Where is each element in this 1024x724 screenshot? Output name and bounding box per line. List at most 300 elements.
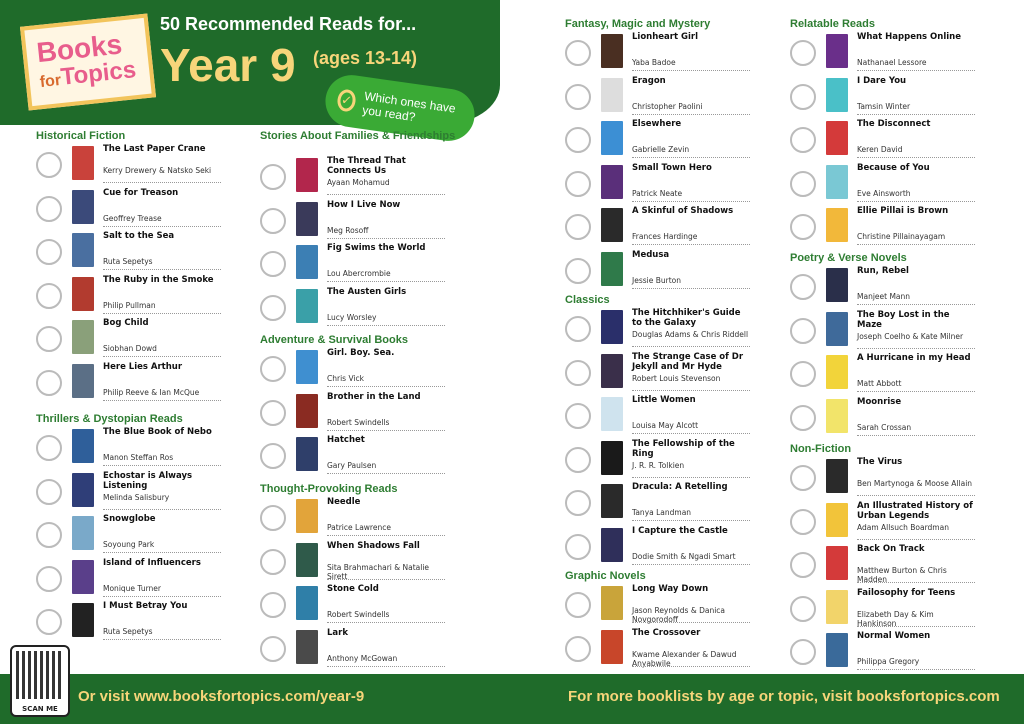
read-checkbox[interactable] — [790, 552, 816, 578]
book-author: Robert Louis Stevenson — [632, 373, 721, 383]
divider — [857, 244, 975, 245]
book-cover — [601, 484, 623, 518]
book-item — [790, 206, 975, 248]
section-heading: Graphic Novels — [565, 570, 646, 582]
book-cover — [826, 546, 848, 580]
book-item — [260, 200, 445, 242]
read-checkbox[interactable] — [790, 171, 816, 197]
book-title: An Illustrated History of Urban Legends — [857, 500, 973, 521]
book-item — [790, 163, 975, 205]
book-author: Gary Paulsen — [327, 461, 377, 470]
read-checkbox[interactable] — [36, 609, 62, 635]
book-author: Sarah Crossan — [857, 422, 912, 432]
book-cover — [601, 165, 623, 199]
book-cover — [72, 233, 94, 267]
book-item — [565, 395, 750, 437]
book-title: Bog Child — [103, 318, 149, 328]
read-checkbox[interactable] — [790, 40, 816, 66]
book-cover — [296, 350, 318, 384]
book-cover — [296, 245, 318, 279]
book-item — [36, 362, 221, 404]
section-heading: Historical Fiction — [36, 130, 126, 142]
book-author: Matthew Burton & Chris Madden — [857, 566, 947, 584]
read-checkbox[interactable] — [260, 295, 286, 321]
book-author: Tanya Landman — [632, 508, 692, 517]
divider — [632, 622, 750, 623]
divider — [857, 391, 975, 392]
age-range: (ages 13-14) — [313, 48, 418, 68]
book-author: Monique Turner — [103, 583, 162, 593]
book-author: J. R. R. Tolkien — [632, 460, 685, 470]
read-checkbox[interactable] — [565, 636, 591, 662]
book-author: Philippa Gregory — [857, 657, 920, 666]
read-checkbox[interactable] — [565, 403, 591, 429]
divider — [327, 535, 445, 536]
book-author: Robert Swindells — [327, 417, 390, 427]
book-author: Chris Vick — [327, 374, 364, 383]
book-title: The Blue Book of Nebo — [103, 427, 212, 437]
read-checkbox[interactable] — [565, 84, 591, 110]
book-item — [790, 457, 975, 499]
read-checkbox[interactable] — [790, 405, 816, 431]
book-cover — [72, 320, 94, 354]
book-item — [260, 628, 445, 670]
book-item — [790, 631, 975, 673]
divider — [857, 157, 975, 158]
divider — [632, 114, 750, 115]
book-title: The Thread That Connects Us — [327, 156, 406, 176]
book-title: Snowglobe — [103, 514, 156, 524]
divider — [632, 70, 750, 71]
book-author: Melinda Salisbury — [103, 492, 170, 502]
book-cover — [296, 499, 318, 533]
divider — [632, 288, 750, 289]
book-author: Joseph Coelho & Kate Milner — [857, 331, 964, 341]
footer — [0, 674, 1024, 724]
section-heading: Non-Fiction — [790, 443, 852, 455]
book-item — [565, 250, 750, 292]
divider — [632, 477, 750, 478]
book-cover — [601, 441, 623, 475]
book-author: Sita Brahmachari & Natalie Sirett — [327, 562, 430, 581]
book-cover — [826, 268, 848, 302]
section-heading: Poetry & Verse Novels — [790, 252, 907, 264]
book-title: The Ruby in the Smoke — [103, 274, 214, 285]
divider — [857, 495, 975, 496]
scan-me-label: SCAN ME — [22, 705, 58, 713]
read-checkbox[interactable] — [565, 592, 591, 618]
divider — [327, 430, 445, 431]
divider — [327, 622, 445, 623]
read-checkbox[interactable] — [790, 596, 816, 622]
book-author: Eve Ainsworth — [857, 188, 911, 198]
divider — [632, 666, 750, 667]
read-checkbox[interactable] — [260, 356, 286, 382]
section-heading: Fantasy, Magic and Mystery — [565, 18, 711, 30]
logo-text-books: Books — [35, 27, 124, 68]
read-checkbox[interactable] — [260, 208, 286, 234]
book-author: Ruta Sepetys — [103, 257, 153, 266]
book-author: Christopher Paolini — [632, 101, 703, 111]
read-checkbox[interactable] — [36, 326, 62, 352]
book-item — [790, 353, 975, 395]
book-cover — [296, 543, 318, 577]
book-item — [565, 206, 750, 248]
book-cover — [296, 202, 318, 236]
divider — [103, 552, 221, 553]
book-cover — [72, 190, 94, 224]
read-checkbox[interactable] — [36, 522, 62, 548]
qr-code-icon — [16, 651, 64, 699]
logo-text-for: for — [38, 71, 62, 91]
read-checkbox[interactable] — [790, 465, 816, 491]
book-author: Geoffrey Trease — [103, 213, 162, 223]
divider — [857, 114, 975, 115]
book-title: I Dare You — [857, 75, 907, 86]
divider — [327, 238, 445, 239]
book-title: The Austen Girls — [327, 286, 407, 297]
divider — [632, 201, 750, 202]
book-title: Lionheart Girl — [632, 32, 698, 42]
book-item — [565, 352, 750, 394]
section-heading: Classics — [565, 294, 610, 306]
read-checkbox[interactable] — [565, 258, 591, 284]
read-checkbox[interactable] — [565, 490, 591, 516]
book-cover — [601, 528, 623, 562]
book-item — [36, 558, 221, 600]
book-item — [36, 514, 221, 556]
book-item — [790, 397, 975, 439]
read-checkbox[interactable] — [36, 239, 62, 265]
book-item — [790, 76, 975, 118]
read-checkbox[interactable] — [790, 127, 816, 153]
book-item — [36, 318, 221, 360]
read-checkbox[interactable] — [36, 152, 62, 178]
read-checkbox[interactable] — [565, 316, 591, 342]
book-title: Failosophy for Teens — [857, 587, 956, 598]
divider — [103, 226, 221, 227]
divider — [857, 435, 975, 436]
divider — [632, 520, 750, 521]
divider — [103, 639, 221, 640]
book-title: Fig Swims the World — [327, 243, 426, 253]
book-cover — [72, 473, 94, 507]
book-item — [260, 435, 445, 477]
divider — [857, 539, 975, 540]
book-cover — [72, 364, 94, 398]
divider — [857, 304, 975, 305]
book-title: The Last Paper Crane — [103, 144, 206, 154]
book-author: Lou Abercrombie — [327, 269, 391, 278]
read-checkbox[interactable] — [790, 84, 816, 110]
book-item — [790, 310, 975, 352]
divider — [632, 390, 750, 391]
book-cover — [601, 310, 623, 344]
book-title: The Hitchhiker's Guide to the Galaxy — [632, 308, 741, 328]
book-item — [790, 119, 975, 161]
divider — [327, 281, 445, 282]
divider — [327, 666, 445, 667]
book-title: When Shadows Fall — [327, 540, 420, 551]
book-cover — [601, 630, 623, 664]
book-cover — [72, 146, 94, 180]
book-author: Douglas Adams & Chris Riddell — [632, 330, 749, 339]
book-cover — [72, 429, 94, 463]
read-checkbox[interactable] — [260, 400, 286, 426]
book-cover — [72, 277, 94, 311]
book-cover — [601, 252, 623, 286]
read-checkbox[interactable] — [790, 214, 816, 240]
page-subtitle: 50 Recommended Reads for... — [160, 14, 417, 34]
divider — [857, 201, 975, 202]
book-item — [790, 266, 975, 308]
divider — [857, 669, 975, 670]
book-cover — [826, 459, 848, 493]
book-author: Patrick Neate — [632, 188, 683, 198]
book-item — [565, 76, 750, 118]
book-author: Elizabeth Day & Kim Hankinson — [857, 609, 934, 628]
divider — [857, 70, 975, 71]
book-item — [36, 231, 221, 273]
read-checkbox[interactable] — [260, 251, 286, 277]
book-author: Philip Reeve & Ian McQue — [103, 387, 200, 397]
book-title: Little Women — [632, 395, 696, 405]
footer-link-year9[interactable]: Or visit www.booksfortopics.com/year-9 — [78, 688, 365, 705]
divider — [632, 244, 750, 245]
divider — [327, 579, 445, 580]
book-cover — [601, 208, 623, 242]
book-author: Tamsin Winter — [857, 101, 911, 111]
book-item — [260, 156, 445, 198]
book-author: Lucy Worsley — [327, 312, 377, 322]
read-checkbox[interactable] — [260, 592, 286, 618]
divider — [327, 386, 445, 387]
logo-text-topics: Topics — [59, 55, 138, 91]
divider — [103, 313, 221, 314]
book-cover — [826, 633, 848, 667]
divider — [327, 325, 445, 326]
book-item — [36, 144, 221, 186]
book-title: Run, Rebel — [857, 266, 909, 276]
book-title: A Skinful of Shadows — [632, 206, 734, 216]
read-checkbox[interactable] — [790, 361, 816, 387]
divider — [103, 269, 221, 270]
page-title: Year 9 — [160, 39, 296, 91]
book-item — [260, 243, 445, 285]
book-item — [36, 275, 221, 317]
check-icon: ✓ — [336, 88, 357, 112]
book-title: Island of Influencers — [103, 557, 201, 568]
book-cover — [826, 503, 848, 537]
book-title: Back On Track — [857, 544, 925, 554]
book-title: The Boy Lost in the Maze — [857, 309, 950, 330]
book-cover — [826, 208, 848, 242]
book-item — [790, 32, 975, 74]
book-item — [565, 163, 750, 205]
book-title: A Hurricane in my Head — [857, 353, 971, 363]
book-author: Ben Martynoga & Moose Allain — [857, 479, 973, 488]
book-title: How I Live Now — [327, 199, 401, 210]
book-author: Frances Hardinge — [632, 232, 698, 241]
read-checkbox[interactable] — [260, 164, 286, 190]
book-title: The Crossover — [632, 627, 701, 638]
read-checkbox[interactable] — [36, 283, 62, 309]
divider — [103, 596, 221, 597]
book-cover — [826, 121, 848, 155]
book-author: Robert Swindells — [327, 610, 390, 619]
read-checkbox[interactable] — [36, 479, 62, 505]
book-title: I Must Betray You — [103, 601, 188, 611]
book-cover — [296, 158, 318, 192]
book-author: Anthony McGowan — [327, 653, 398, 663]
book-item — [260, 348, 445, 390]
section-heading: Thrillers & Dystopian Reads — [36, 413, 183, 425]
book-item — [565, 628, 750, 670]
book-author: Matt Abbott — [857, 379, 902, 388]
book-author: Soyoung Park — [103, 540, 155, 549]
book-item — [790, 588, 975, 630]
book-title: Here Lies Arthur — [103, 361, 183, 372]
book-title: The Fellowship of the Ring — [632, 438, 735, 459]
book-title: Moonrise — [857, 396, 902, 407]
book-title: Girl. Boy. Sea. — [327, 348, 395, 358]
book-author: Jason Reynolds & Danica Novgorodoff — [632, 606, 726, 624]
header — [0, 0, 560, 140]
read-checkbox[interactable] — [565, 447, 591, 473]
book-author: Meg Rosoff — [327, 225, 369, 235]
read-checkbox[interactable] — [790, 318, 816, 344]
divider — [103, 356, 221, 357]
book-title: The Strange Case of Dr Jekyll and Mr Hyde — [632, 351, 744, 372]
book-author: Jessie Burton — [632, 275, 681, 285]
book-cover — [826, 312, 848, 346]
section-heading: Relatable Reads — [790, 18, 875, 30]
book-title: Eragon — [632, 75, 666, 86]
read-checkbox[interactable] — [565, 534, 591, 560]
book-author: Siobhan Dowd — [103, 344, 157, 353]
book-cover — [296, 586, 318, 620]
book-cover — [826, 78, 848, 112]
book-author: Gabrielle Zevin — [632, 145, 690, 154]
book-item — [36, 601, 221, 643]
book-title: Hatchet — [327, 435, 365, 445]
read-checkbox[interactable] — [260, 636, 286, 662]
book-item — [790, 501, 975, 543]
read-checkbox[interactable] — [260, 549, 286, 575]
book-cover — [601, 397, 623, 431]
book-item — [260, 584, 445, 626]
read-checkbox[interactable] — [565, 214, 591, 240]
section-heading: Thought-Provoking Reads — [260, 483, 398, 495]
qr-code[interactable] — [10, 645, 70, 717]
book-item — [790, 544, 975, 586]
book-author: Nathanael Lessore — [857, 58, 927, 67]
book-item — [565, 119, 750, 161]
book-author: Dodie Smith & Ngadi Smart — [632, 551, 736, 561]
book-item — [36, 427, 221, 469]
book-cover — [72, 560, 94, 594]
read-checkbox[interactable] — [565, 171, 591, 197]
divider — [632, 157, 750, 158]
read-checkbox[interactable] — [260, 505, 286, 531]
book-cover — [601, 78, 623, 112]
book-title: What Happens Online — [857, 32, 961, 42]
read-checkbox[interactable] — [36, 566, 62, 592]
book-item — [565, 526, 750, 568]
book-title: Echostar is Always Listening — [103, 470, 193, 491]
divider — [632, 346, 750, 347]
book-title: Needle — [327, 497, 361, 507]
book-author: Christine Pillainayagam — [857, 232, 946, 241]
book-title: Elsewhere — [632, 119, 682, 129]
divider — [857, 348, 975, 349]
divider — [327, 473, 445, 474]
book-title: Cue for Treason — [103, 187, 179, 198]
book-cover — [601, 586, 623, 620]
book-title: Dracula: A Retelling — [632, 482, 728, 492]
book-item — [260, 287, 445, 329]
read-checkbox[interactable] — [260, 443, 286, 469]
read-checkbox[interactable] — [790, 509, 816, 535]
read-checkbox[interactable] — [565, 40, 591, 66]
book-cover — [296, 394, 318, 428]
book-author: Philip Pullman — [103, 300, 156, 310]
book-cover — [826, 34, 848, 68]
logo[interactable] — [20, 14, 156, 111]
book-item — [565, 308, 750, 350]
divider — [103, 400, 221, 401]
book-cover — [601, 34, 623, 68]
section-heading: Adventure & Survival Books — [260, 334, 408, 346]
book-cover — [826, 399, 848, 433]
book-cover — [601, 354, 623, 388]
book-item — [36, 188, 221, 230]
book-title: Small Town Hero — [632, 162, 712, 173]
divider — [103, 182, 221, 183]
book-item — [565, 32, 750, 74]
book-author: Ruta Sepetys — [103, 627, 153, 636]
read-checkbox[interactable] — [36, 370, 62, 396]
book-author: Kerry Drewery & Natsko Seki — [103, 166, 212, 175]
book-item — [36, 471, 221, 513]
book-title: Long Way Down — [632, 584, 709, 594]
book-author: Yaba Badoe — [632, 58, 676, 67]
badge-text: Which ones have you read? — [361, 88, 457, 125]
read-checkbox[interactable] — [36, 196, 62, 222]
book-author: Manon Steffan Ros — [103, 453, 174, 462]
read-checkbox[interactable] — [790, 639, 816, 665]
book-item — [565, 439, 750, 481]
book-author: Keren David — [857, 145, 903, 154]
book-item — [260, 541, 445, 583]
footer-link-home[interactable]: For more booklists by age or topic, visit booksfortopics.com — [568, 688, 1000, 705]
book-item — [565, 482, 750, 524]
book-author: Adam Allsuch Boardman — [857, 522, 949, 532]
book-author: Patrice Lawrence — [327, 523, 391, 532]
book-cover — [601, 121, 623, 155]
book-title: The Virus — [857, 457, 903, 467]
divider — [632, 564, 750, 565]
book-cover — [826, 165, 848, 199]
read-checkbox[interactable] — [565, 360, 591, 386]
read-checkbox[interactable] — [565, 127, 591, 153]
section-heading: Stories About Families & Friendships — [260, 130, 456, 142]
read-checkbox[interactable] — [790, 274, 816, 300]
book-title: Because of You — [857, 162, 930, 173]
book-title: Stone Cold — [327, 584, 379, 594]
read-checkbox[interactable] — [36, 435, 62, 461]
book-author: Louisa May Alcott — [632, 421, 699, 430]
